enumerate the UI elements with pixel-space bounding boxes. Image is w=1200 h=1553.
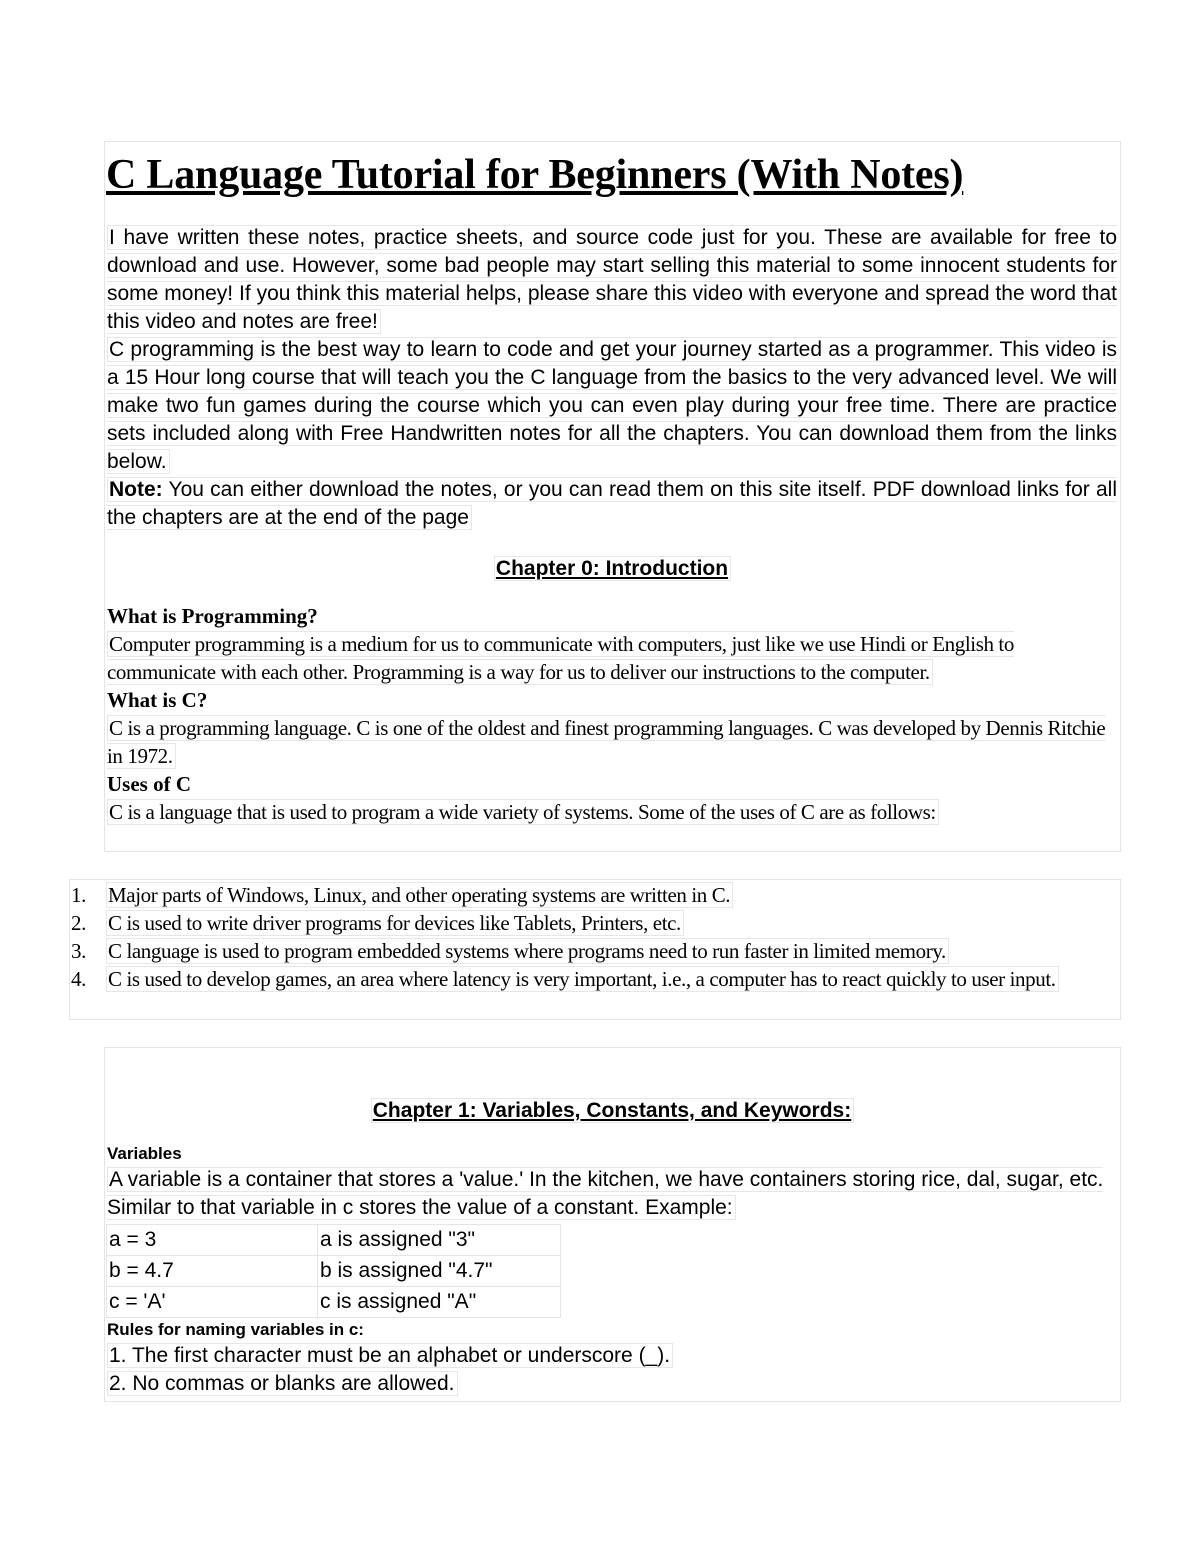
- variables-heading: Variables: [107, 1144, 182, 1163]
- table-cell-expression: c = 'A': [107, 1287, 318, 1318]
- table-row: [107, 1287, 561, 1318]
- chapter-0-heading: Chapter 0: Introduction: [105, 556, 1120, 582]
- question-what-is-c: What is C?: [107, 688, 208, 712]
- table-row: [107, 1225, 561, 1256]
- rules-heading: Rules for naming variables in c:: [107, 1320, 364, 1339]
- answer-what-is-c: C is a programming language. C is one of the oldest and finest programming languages. C was developed by Dennis Ritchie in 1972.: [107, 716, 1106, 768]
- chapter-1-section: [104, 1047, 1121, 1402]
- page-title: C Language Tutorial for Beginners (With Notes): [106, 152, 964, 198]
- intro-paragraph-1: I have written these notes, practice sheets, and source code just for you. These are available for free to download and use. However, some bad people may start selling this material to some innocent students for some money! If you think this material helps, please share this video with everyone and spread the word that this video and notes are free!: [107, 226, 1117, 333]
- heading-uses-of-c: Uses of C: [107, 772, 191, 796]
- rule-item: 1. The first character must be an alphabet or underscore (_).: [107, 1342, 1120, 1370]
- answer-what-is-programming: Computer programming is a medium for us to communicate with computers, just like we use Hindi or English to communicate with each other. Programming is a way for us to deliver our instructions to the computer.: [107, 632, 1014, 684]
- list-item: 4. C is used to develop games, an area where latency is very important, i.e., a computer has to react quickly to user input.: [70, 965, 1120, 993]
- note-text: You can either download the notes, or you can read them on this site itself. PDF download links for all the chapters are at the end of the page: [107, 478, 1117, 529]
- answer-uses-of-c: C is a language that is used to program a wide variety of systems. Some of the uses of C are as follows:: [107, 798, 1120, 826]
- list-item: 2. C is used to write driver programs for devices like Tablets, Printers, etc.: [70, 909, 1120, 937]
- uses-list: [70, 881, 1120, 993]
- table-cell-description: b is assigned "4.7": [318, 1256, 561, 1287]
- list-item: 3. C language is used to program embedded systems where programs need to run faster in limited memory.: [70, 937, 1120, 965]
- chapter-1-heading: Chapter 1: Variables, Constants, and Keywords:: [105, 1098, 1120, 1124]
- question-what-is-programming: What is Programming?: [107, 604, 318, 628]
- rule-item: 2. No commas or blanks are allowed.: [107, 1370, 1120, 1398]
- note-paragraph: [107, 476, 1117, 532]
- intro-paragraph-2: C programming is the best way to learn to code and get your journey started as a programmer. This video is a 15 Hour long course that will teach you the C language from the basics to the very advanced level. We will make two fun games during the course which you can even play during your free time. There are practice sets included along with Free Handwritten notes for all the chapters. You can download them from the links below.: [107, 338, 1117, 473]
- variables-description: A variable is a container that stores a 'value.' In the kitchen, we have containers storing rice, dal, sugar, etc. Similar to that variable in c stores the value of a constant. Example:: [107, 1168, 1104, 1219]
- note-label: Note:: [109, 478, 163, 501]
- table-cell-expression: b = 4.7: [107, 1256, 318, 1287]
- table-cell-expression: a = 3: [107, 1225, 318, 1256]
- table-cell-description: a is assigned "3": [318, 1225, 561, 1256]
- variables-example-table: [106, 1224, 561, 1318]
- table-row: [107, 1256, 561, 1287]
- intro-section: [104, 141, 1121, 852]
- table-cell-description: c is assigned "A": [318, 1287, 561, 1318]
- list-item: 1. Major parts of Windows, Linux, and other operating systems are written in C.: [70, 881, 1120, 909]
- uses-list-section: [69, 879, 1121, 1020]
